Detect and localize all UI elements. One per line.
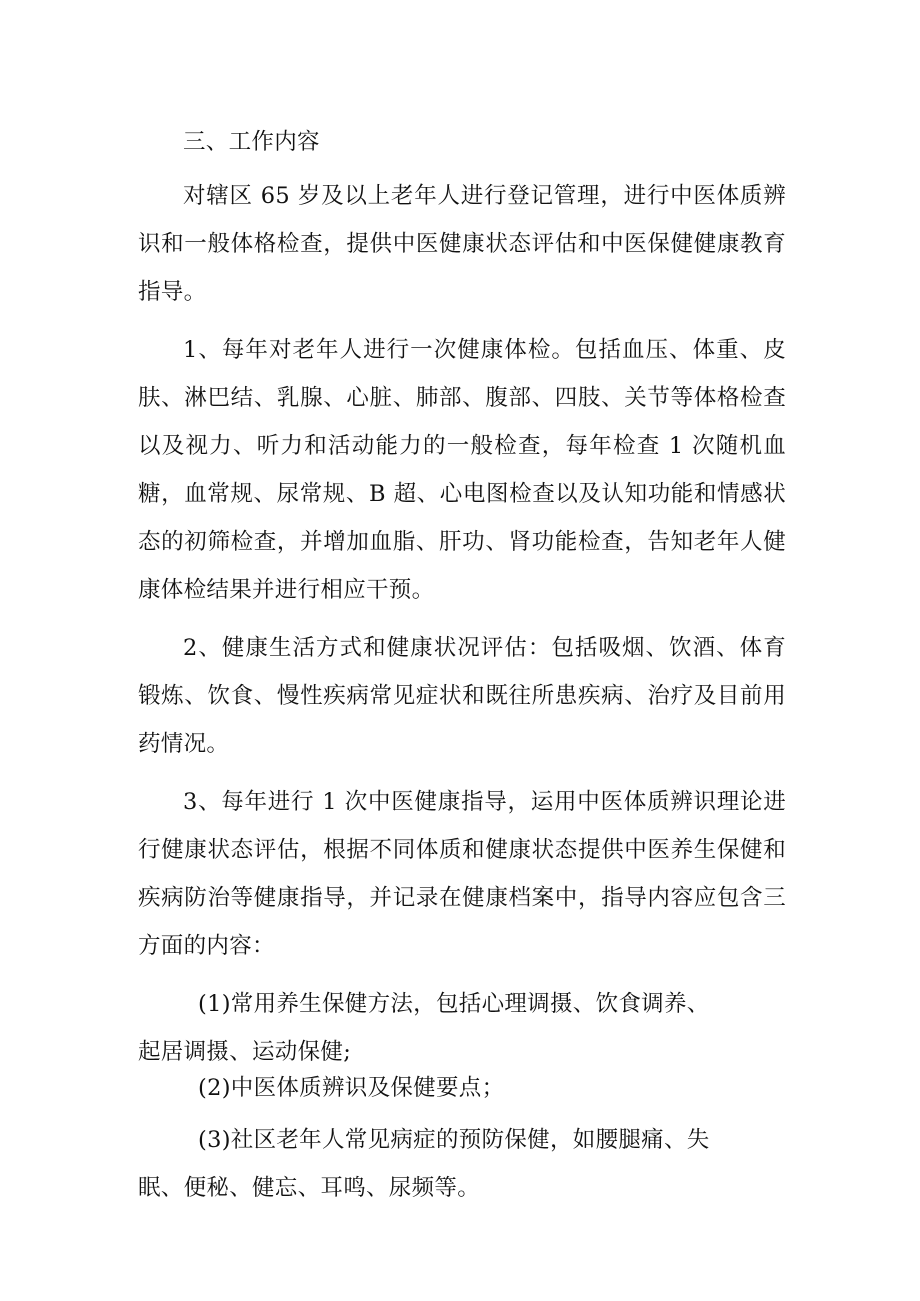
point-2-paragraph: 2、健康生活方式和健康状况评估：包括吸烟、饮酒、体育锻炼、饮食、慢性疾病常见症状和既往所患疾病、治疗及目前用药情况。	[138, 635, 786, 757]
section-heading: 三、工作内容	[183, 129, 320, 155]
sub-item-2-line: (2)中医体质辨识及保健要点；	[198, 1075, 505, 1101]
sub-item-2	[138, 1068, 786, 1108]
sub-item-1-line-1: (1)常用养生保健方法，包括心理调摄、饮食调养、	[198, 991, 710, 1017]
sub-item-1-line-2: 起居调摄、运动保健;	[138, 1039, 352, 1065]
sub-item-1	[138, 980, 786, 1076]
point-1-paragraph: 1、每年对老年人进行一次健康体检。包括血压、体重、皮肤、淋巴结、乳腺、心脏、肺部、腹部、四肢、关节等体格检查以及视力、听力和活动能力的一般检查，每年检查 1 次随机血糖，血常规、尿常规、B 超、心电图检查以及认知功能和情感状态的初筛检查，并增加血脂、肝功、肾功能检查，告知老年人健康体检结果并进行相应干预。	[138, 337, 786, 603]
sub-item-3	[138, 1116, 786, 1212]
point-3-paragraph: 3、每年进行 1 次中医健康指导，运用中医体质辨识理论进行健康状态评估，根据不同体质和健康状态提供中医养生保健和疾病防治等健康指导，并记录在健康档案中，指导内容应包含三方面的内容：	[138, 789, 786, 959]
sub-item-3-line-2: 眠、便秘、健忘、耳鸣、尿频等。	[138, 1175, 481, 1201]
sub-item-3-line-1: (3)社区老年人常见病症的预防保健，如腰腿痛、失	[198, 1127, 710, 1153]
intro-paragraph: 对辖区 65 岁及以上老年人进行登记管理，进行中医体质辨识和一般体格检查，提供中医健康状态评估和中医保健健康教育指导。	[138, 183, 786, 305]
document-page	[138, 118, 786, 1212]
